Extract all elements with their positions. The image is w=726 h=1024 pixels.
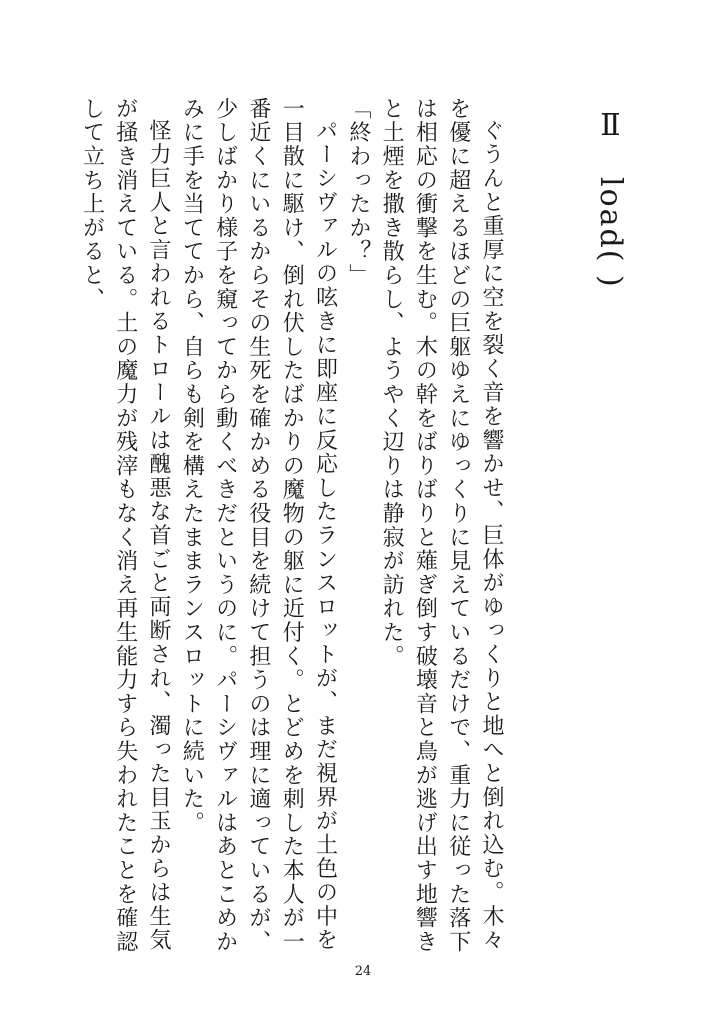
paragraph: 怪力巨人と言われるトロールは醜悪な首ごと両断され、濁った目玉からは生気が掻き消えている。土の魔力が残滓もなく消え再生能力すら失われたことを確認して立ち上がると、: [79, 97, 172, 954]
page-number: 24: [354, 964, 372, 979]
chapter-title: Ⅱ load( ): [593, 108, 628, 289]
paragraph: ぐうんと重厚に空を裂く音を響かせ、巨体がゆっくりと地へと倒れ込む。木々を優に超えるほどの巨躯ゆえにゆっくりに見えているだけで、重力に従った落下は相応の衝撃を生む。木の幹をばりばりと薙ぎ倒す破壊音と鳥が逃げ出す地響きと土煙を撒き散らし、ようやく辺りは静寂が訪れた。: [379, 97, 504, 954]
paragraph: パーシヴァルの呟きに即座に反応したランスロットが、まだ視界が土色の中を一目散に駆け、倒れ伏したばかりの魔物の躯に近付く。とどめを刺した本人が一番近くにいるからその生死を確かめる役目を続けて担うのは理に適っているが、少しばかり様子を窺ってから動くべきだというのに。パーシヴァルはあとこめかみに手を当ててから、自らも剣を構えたままランスロットに続いた。: [179, 97, 338, 954]
dialogue-line: 「終わったか？」: [345, 97, 371, 288]
body-text: [79, 97, 508, 957]
